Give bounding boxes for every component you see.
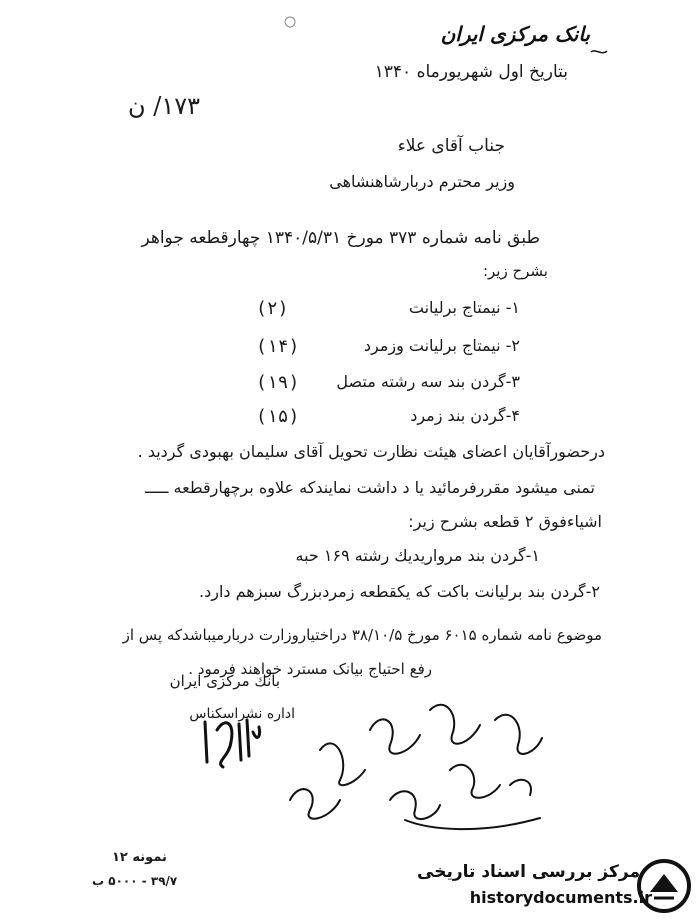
- jewel-item-3-count: (۱۹): [256, 372, 300, 393]
- jewel-item-2: ۲- نیمتاج برلیانت وزمرد: [363, 336, 520, 355]
- jewel-item-3: ۳-گردن بند سه رشته متصل: [336, 372, 520, 391]
- jewel-item-4: ۴-گردن بند زمرد: [410, 406, 520, 425]
- date-line: بتاریخ اول شهریورماه ۱۳۴۰: [374, 62, 568, 82]
- paragraph-reference-line1: موضوع نامه شماره ۶۰۱۵ مورخ ۳۸/۱۰/۵ دراختیاروزارت دربارمیباشدکه پس از: [122, 626, 602, 644]
- addressee-name: جناب آقای علاء: [397, 136, 505, 156]
- bank-letterhead: بانک مرکزی ایران: [440, 22, 590, 46]
- paragraph-delivery: درحضورآقایان اعضای هیئت نظارت تحویل آقای سلیمان بهبودی گردید .: [137, 442, 605, 461]
- reference-number: ۱۷۳/ ن: [127, 92, 200, 120]
- watermark-url: historydocuments.ir: [469, 888, 652, 907]
- extra-item-1: ۱-گردن بند مرواریدیك رشته ۱۶۹ حبه: [295, 546, 540, 565]
- jewel-item-2-count: (۱۴): [256, 336, 300, 357]
- handwritten-signature: [195, 712, 265, 772]
- jewel-item-1-count: (۲): [256, 298, 289, 319]
- archive-logo-icon: [636, 858, 692, 914]
- letter-intro: طبق نامه شماره ۳۷۳ مورخ ۱۳۴۰/۵/۳۱ چهارقطعه جواهر: [141, 228, 540, 248]
- form-number: نمونه ۱۲: [112, 850, 167, 865]
- paragraph-request: تمنی میشود مقررفرمائید یا د داشت نمایندکه علاوه برچهارقطعه ـــــ: [145, 478, 595, 497]
- watermark-name: مرکز بررسی اسناد تاریخی: [417, 862, 640, 882]
- jewel-item-4-count: (۱۵): [256, 406, 300, 427]
- form-code: ۳۹/۷ - ۵۰۰۰ ب: [92, 874, 178, 888]
- paragraph-extra-items: اشیاءفوق ۲ قطعه بشرح زیر:: [408, 512, 602, 531]
- paragraph-reference-line2: رفع احتیاج بیانک مسترد خواهند فرمود .: [188, 660, 432, 678]
- handwritten-annotation: [280, 690, 570, 840]
- extra-item-2: ۲-گردن بند برلیانت باکت که یکقطعه زمردبزرگ سبزهم دارد.: [199, 582, 600, 601]
- addressee-title: وزیر محترم دربارشاهنشاهی: [329, 172, 515, 191]
- signature-department: اداره نشراسکناس: [189, 706, 295, 722]
- letterhead-flourish: [590, 48, 608, 56]
- jewel-item-1: ۱- نیمتاج برلیانت: [408, 298, 520, 317]
- signature-bank-name: بانك مرکزی ایران: [169, 672, 280, 690]
- punch-hole-mark: [280, 12, 300, 32]
- as-follows-label: بشرح زیر:: [482, 262, 548, 280]
